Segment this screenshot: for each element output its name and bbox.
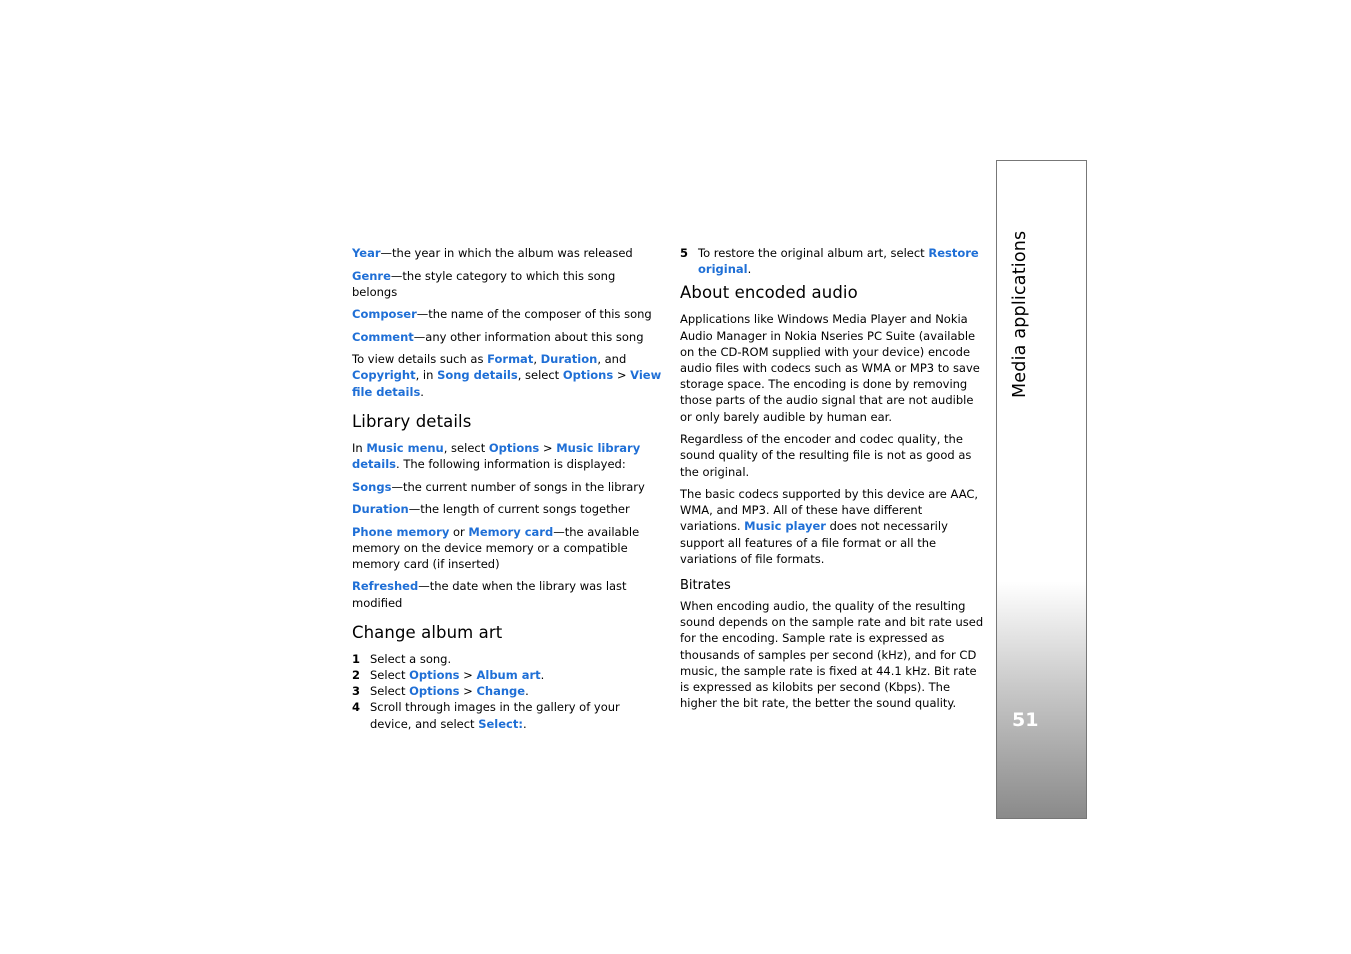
text-run: , in [415,368,438,383]
text-run: . [540,668,545,683]
definition-text: —the year in which the album was released [380,246,633,260]
definition-year [352,245,662,261]
term-year: Year [352,246,381,260]
step-number: 5 [680,246,689,260]
keyword-song-details: Song details [437,368,518,383]
definition-text: —the name of the composer of this song [416,307,652,322]
definition-genre [352,268,662,300]
text-run: > [613,368,631,383]
right-column [680,245,986,718]
definition-songs [352,479,662,495]
keyword-options: Options [562,368,614,383]
keyword-options: Options [488,440,540,455]
definition-composer [352,306,662,322]
step-4 [352,699,662,731]
term-refreshed: Refreshed [352,579,419,594]
text-run: In [352,440,367,455]
keyword-options: Options [409,668,460,683]
text-run: > [459,684,477,699]
text-run: , and [597,352,627,367]
term-duration: Duration [352,502,409,517]
about-encoded-audio-heading: About encoded audio [680,283,858,303]
encoded-paragraph-1: Applications like Windows Media Player and Nokia Audio Manager in Nokia Nseries PC Suite (available on the CD-ROM supplied with your device) encode audio files with codecs such as WMA or MP3 to save storage space. The encoding is done by removing those parts of the audio signal that are not audible or only barely audible by human ear. [680,312,980,424]
text-run: Scroll through images in the gallery of your device, and select [370,700,620,731]
step-text: Select a song. [370,651,452,666]
keyword-restore-original: Restore original [698,246,979,277]
keyword-music-menu: Music menu [366,440,444,455]
step-1 [352,651,662,667]
step-number: 3 [352,684,361,699]
definition-comment [352,329,662,345]
keyword-album-art: Album art [476,668,541,683]
text-run: does not necessarily support all features of a file format or all the variations of file formats. [680,519,948,566]
term-composer: Composer [352,307,417,322]
step-number: 4 [352,700,361,715]
definition-text: —the length of current songs together [408,502,630,517]
keyword-format: Format [487,352,534,367]
chapter-title: Media applications [1010,230,1030,398]
bitrates-paragraph: When encoding audio, the quality of the resulting sound depends on the sample rate and bit rate used for the encoding. Sample rate is expressed as thousands of samples per second (kHz), and for CD music, the sample rate is fixed at 44.1 kHz. Bit rate is expressed as kilobits per second (Kbps). The higher the bit rate, the better the sound quality. [680,599,984,711]
text-run: The basic codecs supported by this device are AAC, WMA, and MP3. All of these have different variations. [680,487,979,534]
step-2 [352,667,662,683]
text-run: . [747,262,752,277]
definition-text: —the date when the library was last modified [352,579,627,610]
definition-duration [352,501,662,517]
step-5 [680,245,986,277]
text-run: , select [443,440,489,455]
library-details-heading: Library details [352,411,472,431]
keyword-options: Options [409,684,460,699]
keyword-music-player: Music player [744,519,826,534]
definition-text: —the style category to which this song belongs [352,268,616,299]
keyword-copyright: Copyright [352,368,416,383]
text-run: To restore the original album art, select [698,246,929,260]
term-memory-card: Memory card [468,524,554,539]
term-genre: Genre [352,268,391,283]
text-run: , select [517,368,563,383]
text-run: Select [370,684,410,699]
definition-text: —the current number of songs in the library [391,479,645,494]
keyword-music-library-details: Music library details [352,440,641,472]
keyword-view-file-details: View file details [352,368,662,399]
text-run: . [420,384,424,399]
change-album-art-heading: Change album art [352,622,503,642]
definition-text: —any other information about this song [413,329,644,344]
definition-refreshed [352,578,662,610]
encoded-paragraph-2: Regardless of the encoder and codec quality, the sound quality of the resulting file is not as good as the original. [680,432,972,479]
step-3 [352,683,662,699]
text-run: > [459,668,477,683]
album-art-steps [352,651,662,732]
text-run: To view details such as [352,352,488,367]
keyword-select: Select: [478,716,523,731]
text-run: . [522,716,527,731]
text-run: Select [370,668,410,683]
text-run: . The following information is displayed: [396,457,626,472]
keyword-duration: Duration [540,352,598,367]
library-paragraph [352,440,662,472]
term-phone-memory: Phone memory [352,524,450,539]
step-number: 1 [352,651,361,666]
term-songs: Songs [352,479,392,494]
definition-text: —the available memory on the device memory or a compatible memory card (if inserted) [352,524,640,571]
text-run: > [539,440,557,455]
bitrates-heading: Bitrates [680,578,731,594]
encoded-paragraph-3 [680,486,986,567]
page-number: 51 [1012,709,1039,731]
text-run: or [449,524,469,539]
text-run: . [525,684,529,699]
term-comment: Comment [352,329,414,344]
details-paragraph [352,351,662,400]
text-run: , [533,352,541,367]
keyword-change: Change [476,684,526,699]
left-column [352,245,662,736]
definition-memory [352,524,662,573]
step-number: 2 [352,668,361,683]
